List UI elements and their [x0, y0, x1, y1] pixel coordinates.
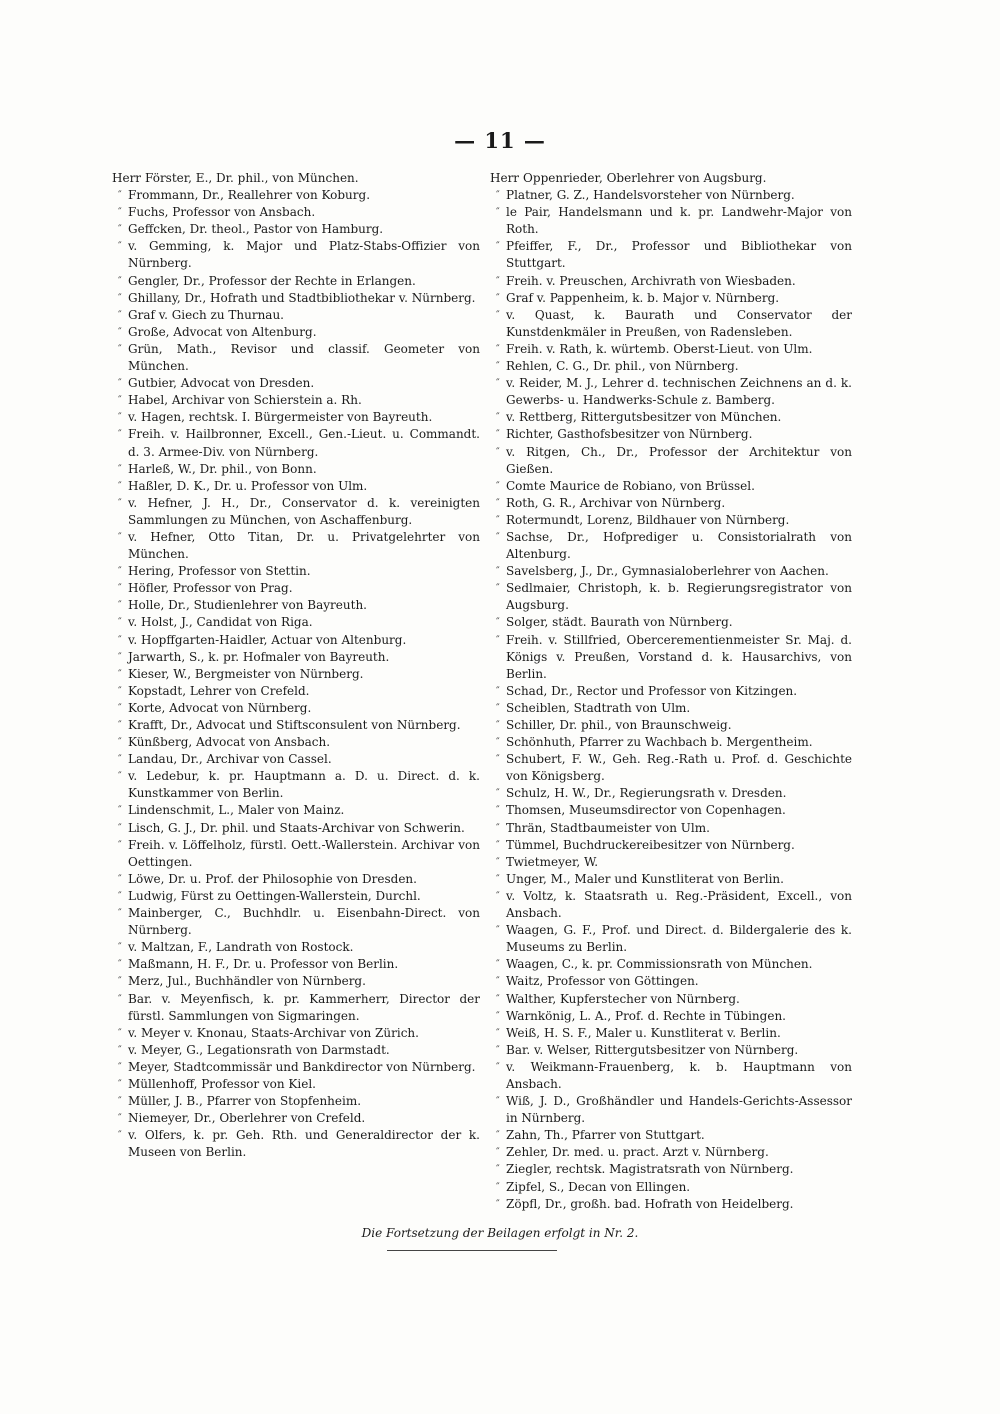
ditto-mark: ″	[118, 993, 122, 1005]
member-entry	[490, 307, 852, 341]
member-text: Ghillany, Dr., Hofrath und Stadtbibliothekar v. Nürnberg.	[128, 290, 476, 305]
ditto-mark: ″	[118, 190, 122, 202]
ditto-mark: ″	[118, 480, 122, 492]
member-text: Zöpfl, Dr., großh. bad. Hofrath von Heidelberg.	[506, 1196, 794, 1211]
member-entry	[490, 837, 852, 854]
ditto-mark: ″	[118, 1096, 122, 1108]
ditto-mark: ″	[118, 754, 122, 766]
member-entry	[112, 495, 480, 529]
ditto-mark: ″	[496, 1130, 500, 1142]
member-entry	[490, 1144, 852, 1161]
member-text: Landau, Dr., Archivar von Cassel.	[128, 752, 332, 767]
member-entry	[112, 956, 480, 973]
member-entry	[112, 478, 480, 495]
member-text: v. Gemming, k. Major und Platz-Stabs-Offizier von Nürnberg.	[128, 239, 480, 271]
member-text: Freih. v. Hailbronner, Excell., Gen.-Lieut. u. Commandt. d. 3. Armee-Div. von Nürnberg.	[128, 427, 480, 459]
ditto-mark: ″	[118, 720, 122, 731]
footer-rule	[387, 1250, 557, 1251]
member-entry	[112, 717, 480, 734]
ditto-mark: ″	[118, 771, 122, 783]
ditto-mark: ″	[118, 343, 122, 355]
member-entry	[112, 939, 480, 956]
ditto-mark: ″	[496, 976, 500, 988]
ditto-mark: ″	[118, 805, 122, 817]
member-entry	[112, 700, 480, 717]
member-entry	[112, 221, 480, 238]
member-entry	[112, 802, 480, 819]
member-text: Waagen, C., k. pr. Commissionsrath von München.	[506, 957, 813, 972]
member-text: Schad, Dr., Rector und Professor von Kitzingen.	[506, 683, 798, 698]
ditto-mark: ″	[496, 292, 500, 304]
member-text: Comte Maurice de Robiano, von Brüssel.	[506, 478, 755, 493]
ditto-mark: ″	[496, 959, 500, 971]
ditto-mark: ″	[496, 583, 500, 595]
ditto-mark: ″	[118, 292, 122, 304]
member-entry	[490, 991, 852, 1008]
member-text: Schönhuth, Pfarrer zu Wachbach b. Mergentheim.	[506, 735, 813, 750]
ditto-mark: ″	[496, 856, 500, 868]
ditto-mark: ″	[118, 326, 122, 338]
ditto-mark: ″	[118, 378, 122, 390]
member-entry	[490, 854, 852, 871]
member-entry	[112, 238, 480, 272]
ditto-mark: ″	[496, 412, 500, 424]
member-entry	[112, 973, 480, 990]
member-text: Thrän, Stadtbaumeister von Ulm.	[506, 820, 710, 835]
member-text: Roth, G. R., Archivar von Nürnberg.	[506, 495, 726, 510]
member-entry	[490, 1042, 852, 1059]
member-text: Lisch, G. J., Dr. phil. und Staats-Archivar von Schwerin.	[128, 820, 465, 835]
continuation-note: Die Fortsetzung der Beilagen erfolgt in Nr. 2.	[361, 1226, 639, 1240]
member-entry	[112, 632, 480, 649]
member-entry	[112, 290, 480, 307]
member-entry	[490, 614, 852, 631]
member-text: Ziegler, rechtsk. Magistratsrath von Nürnberg.	[506, 1162, 794, 1177]
member-text: Wiß, J. D., Großhändler und Handels-Gerichts-Assessor in Nürnberg.	[506, 1094, 852, 1126]
ditto-mark: ″	[118, 275, 122, 287]
member-entry	[112, 187, 480, 204]
member-entry	[490, 204, 852, 238]
member-entry	[112, 204, 480, 221]
ditto-mark: ″	[118, 207, 122, 219]
member-entry	[490, 1025, 852, 1042]
member-text: Pfeiffer, F., Dr., Professor und Bibliothekar von Stuttgart.	[506, 239, 852, 271]
member-entry	[112, 683, 480, 700]
ditto-mark: ″	[118, 1044, 122, 1056]
member-entry	[490, 1059, 852, 1093]
ditto-mark: ″	[118, 309, 122, 321]
ditto-mark: ″	[496, 617, 500, 629]
ditto-mark: ″	[118, 412, 122, 424]
member-text: Künßberg, Advocat von Ansbach.	[128, 735, 331, 750]
member-text: v. Ritgen, Ch., Dr., Professor der Architektur von Gießen.	[506, 444, 852, 476]
member-entry	[490, 1127, 852, 1144]
member-entry	[490, 375, 852, 409]
member-text: Grün, Math., Revisor und classif. Geometer von München.	[128, 341, 480, 374]
herr-label: Herr	[112, 171, 142, 185]
member-text: Geffcken, Dr. theol., Pastor von Hamburg.	[128, 222, 384, 237]
member-text: Maßmann, H. F., Dr. u. Professor von Berlin.	[128, 957, 399, 972]
ditto-mark: ″	[118, 959, 122, 971]
ditto-mark: ″	[118, 566, 122, 578]
member-entry	[490, 956, 852, 973]
member-entry	[112, 461, 480, 478]
ditto-mark: ″	[496, 685, 500, 697]
member-text: Holle, Dr., Studienlehrer von Bayreuth.	[128, 598, 367, 613]
member-text: Meyer, Stadtcommissär und Bankdirector von Nürnberg.	[128, 1059, 476, 1074]
member-entry	[490, 170, 852, 187]
member-text: Graf v. Pappenheim, k. b. Major v. Nürnberg.	[506, 290, 780, 305]
ditto-mark: ″	[118, 737, 122, 749]
ditto-mark: ″	[118, 942, 122, 954]
member-entry	[112, 905, 480, 939]
ditto-mark: ″	[496, 241, 500, 253]
ditto-mark: ″	[496, 1096, 500, 1108]
member-entry	[490, 478, 852, 495]
ditto-mark: ″	[118, 463, 122, 475]
ditto-mark: ″	[496, 873, 500, 885]
member-text: Ludwig, Fürst zu Oettingen-Wallerstein, Durchl.	[128, 888, 421, 903]
ditto-mark: ″	[496, 634, 500, 646]
ditto-mark: ″	[496, 275, 500, 287]
member-text: Thomsen, Museumsdirector von Copenhagen.	[506, 803, 786, 818]
ditto-mark: ″	[496, 1010, 500, 1022]
member-text: Gengler, Dr., Professor der Rechte in Erlangen.	[128, 273, 416, 288]
ditto-mark: ″	[118, 634, 122, 646]
member-text: v. Hopffgarten-Haidler, Actuar von Altenburg.	[128, 632, 407, 647]
ditto-mark: ″	[496, 566, 500, 578]
member-text: v. Reider, M. J., Lehrer d. technischen Zeichnens an d. k. Gewerbs- u. Handwerks-Schule z. Bamberg.	[506, 376, 852, 408]
herr-label: Herr	[490, 171, 520, 185]
member-text: Savelsberg, J., Dr., Gymnasialoberlehrer von Aachen.	[506, 564, 829, 579]
member-text: Weiß, H. S. F., Maler u. Kunstliterat v. Berlin.	[506, 1025, 781, 1040]
ditto-mark: ″	[496, 531, 500, 543]
member-text: Löwe, Dr. u. Prof. der Philosophie von Dresden.	[128, 871, 417, 886]
member-text: Kieser, W., Bergmeister von Nürnberg.	[128, 666, 364, 681]
member-entry	[490, 1093, 852, 1127]
ditto-mark: ″	[496, 190, 500, 202]
member-text: Korte, Advocat von Nürnberg.	[128, 700, 312, 715]
member-text: Müller, J. B., Pfarrer von Stopfenheim.	[128, 1094, 362, 1109]
ditto-mark: ″	[118, 873, 122, 885]
ditto-mark: ″	[118, 908, 122, 920]
member-entry	[490, 187, 852, 204]
member-text: Freih. v. Rath, k. würtemb. Oberst-Lieut. von Ulm.	[506, 341, 813, 356]
member-entry	[112, 426, 480, 460]
ditto-mark: ″	[118, 1113, 122, 1125]
ditto-mark: ″	[118, 1130, 122, 1142]
member-text: Förster, E., Dr. phil., von München.	[145, 171, 359, 185]
ditto-mark: ″	[496, 737, 500, 749]
member-list-right	[490, 170, 852, 1213]
ditto-mark: ″	[496, 1164, 500, 1176]
member-entry	[112, 1042, 480, 1059]
member-text: Graf v. Giech zu Thurnau.	[128, 307, 284, 322]
member-entry	[490, 290, 852, 307]
member-text: Freih. v. Preuschen, Archivrath von Wiesbaden.	[506, 273, 796, 288]
member-entry	[112, 871, 480, 888]
ditto-mark: ″	[496, 839, 500, 851]
ditto-mark: ″	[118, 395, 122, 407]
member-text: Solger, städt. Baurath von Nürnberg.	[506, 615, 733, 630]
member-text: Merz, Jul., Buchhändler von Nürnberg.	[128, 974, 366, 989]
member-text: Fuchs, Professor von Ansbach.	[128, 205, 316, 220]
member-entry	[490, 751, 852, 785]
member-entry	[112, 768, 480, 802]
ditto-mark: ″	[118, 702, 122, 714]
member-entry	[490, 632, 852, 683]
ditto-mark: ″	[496, 207, 500, 219]
ditto-mark: ″	[118, 583, 122, 595]
member-entry	[112, 392, 480, 409]
member-text: Oppenrieder, Oberlehrer von Augsburg.	[523, 171, 767, 185]
member-entry	[112, 666, 480, 683]
member-text: v. Meyer, G., Legationsrath von Darmstadt.	[128, 1042, 390, 1057]
member-list-left	[112, 170, 480, 1161]
member-entry	[112, 341, 480, 375]
member-entry	[490, 717, 852, 734]
member-text: Tümmel, Buchdruckereibesitzer von Nürnberg.	[506, 837, 795, 852]
member-entry	[490, 683, 852, 700]
member-text: Harleß, W., Dr. phil., von Bonn.	[128, 461, 317, 476]
member-entry	[490, 700, 852, 717]
ditto-mark: ″	[496, 1044, 500, 1056]
member-entry	[490, 973, 852, 990]
member-text: Richter, Gasthofsbesitzer von Nürnberg.	[506, 427, 753, 442]
ditto-mark: ″	[118, 890, 122, 902]
ditto-mark: ″	[118, 1061, 122, 1073]
member-text: v. Weikmann-Frauenberg, k. b. Hauptmann von Ansbach.	[506, 1059, 852, 1091]
member-entry	[112, 1093, 480, 1110]
ditto-mark: ″	[118, 685, 122, 697]
member-text: Frommann, Dr., Reallehrer von Koburg.	[128, 188, 371, 203]
member-text: Gutbier, Advocat von Dresden.	[128, 376, 315, 391]
ditto-mark: ″	[118, 668, 122, 680]
member-text: Zipfel, S., Decan von Ellingen.	[506, 1179, 691, 1194]
ditto-mark: ″	[496, 1027, 500, 1039]
ditto-mark: ″	[496, 993, 500, 1005]
member-entry	[112, 529, 480, 563]
ditto-mark: ″	[118, 224, 122, 236]
ditto-mark: ″	[496, 1181, 500, 1193]
ditto-mark: ″	[496, 720, 500, 731]
ditto-mark: ″	[118, 531, 122, 543]
ditto-mark: ″	[496, 754, 500, 766]
member-text: Freih. v. Löffelholz, fürstl. Oett.-Wallerstein. Archivar von Oettingen.	[128, 837, 480, 869]
member-text: Zehler, Dr. med. u. pract. Arzt v. Nürnberg.	[506, 1145, 769, 1160]
member-entry	[490, 495, 852, 512]
member-text: v. Olfers, k. pr. Geh. Rth. und Generaldirector der k. Museen von Berlin.	[128, 1128, 480, 1160]
ditto-mark: ″	[118, 1078, 122, 1090]
member-entry	[112, 597, 480, 614]
ditto-mark: ″	[118, 497, 122, 509]
member-text: Unger, M., Maler und Kunstliterat von Berlin.	[506, 871, 784, 886]
ditto-mark: ″	[496, 343, 500, 355]
member-text: Waagen, G. F., Prof. und Direct. d. Bildergalerie des k. Museums zu Berlin.	[506, 923, 852, 955]
member-entry	[490, 358, 852, 375]
member-entry	[112, 649, 480, 666]
ditto-mark: ″	[496, 1061, 500, 1073]
ditto-mark: ″	[496, 788, 500, 800]
member-text: v. Ledebur, k. pr. Hauptmann a. D. u. Direct. d. k. Kunstkammer von Berlin.	[128, 769, 480, 801]
ditto-mark: ″	[118, 241, 122, 253]
member-entry	[490, 734, 852, 751]
member-text: Niemeyer, Dr., Oberlehrer von Crefeld.	[128, 1111, 366, 1126]
ditto-mark: ″	[496, 702, 500, 714]
ditto-mark: ″	[496, 890, 500, 902]
member-entry	[112, 888, 480, 905]
member-text: v. Voltz, k. Staatsrath u. Reg.-Präsident, Excell., von Ansbach.	[506, 888, 852, 921]
member-text: Schubert, F. W., Geh. Reg.-Rath u. Prof. d. Geschichte von Königsberg.	[506, 752, 852, 784]
member-entry	[112, 1127, 480, 1161]
member-text: Bar. v. Meyenfisch, k. pr. Kammerherr, Director der fürstl. Sammlungen von Sigmaringen.	[128, 991, 480, 1023]
member-text: Walther, Kupferstecher von Nürnberg.	[506, 991, 740, 1006]
ditto-mark: ″	[496, 805, 500, 817]
member-text: v. Rettberg, Rittergutsbesitzer von München.	[506, 410, 782, 425]
ditto-mark: ″	[118, 600, 122, 612]
member-entry	[490, 238, 852, 272]
member-entry	[490, 563, 852, 580]
member-text: Habel, Archivar von Schierstein a. Rh.	[128, 393, 362, 408]
member-entry	[490, 1161, 852, 1178]
member-text: Schulz, H. W., Dr., Regierungsrath v. Dresden.	[506, 786, 787, 801]
ditto-mark: ″	[118, 822, 122, 834]
member-entry	[490, 1196, 852, 1213]
member-entry	[112, 580, 480, 597]
ditto-mark: ″	[118, 1027, 122, 1039]
member-text: Freih. v. Stillfried, Obercerementienmeister Sr. Maj. d. Königs v. Preußen, Vorstand d. k. Hausarchivs, von Berlin.	[506, 632, 852, 681]
member-entry	[490, 444, 852, 478]
ditto-mark: ″	[496, 480, 500, 492]
member-entry	[490, 580, 852, 614]
member-entry	[112, 273, 480, 290]
member-entry	[112, 170, 480, 187]
member-text: v. Hefner, J. H., Dr., Conservator d. k. vereinigten Sammlungen zu München, von Aschaffenburg.	[128, 495, 480, 527]
member-entry	[490, 512, 852, 529]
member-entry	[490, 888, 852, 922]
member-entry	[490, 426, 852, 443]
member-text: v. Hefner, Otto Titan, Dr. u. Privatgelehrter von München.	[128, 529, 480, 562]
member-entry	[112, 1059, 480, 1076]
member-entry	[112, 563, 480, 580]
ditto-mark: ″	[496, 1198, 500, 1210]
member-entry	[112, 1025, 480, 1042]
ditto-mark: ″	[496, 925, 500, 937]
ditto-mark: ″	[118, 839, 122, 851]
member-entry	[112, 820, 480, 837]
ditto-mark: ″	[118, 976, 122, 988]
page-number: — 11 —	[454, 128, 546, 153]
member-text: v. Meyer v. Knonau, Staats-Archivar von Zürich.	[128, 1025, 419, 1040]
member-entry	[112, 307, 480, 324]
ditto-mark: ″	[118, 617, 122, 629]
member-text: le Pair, Handelsmann und k. pr. Landwehr-Major von Roth.	[506, 205, 852, 237]
member-text: Hering, Professor von Stettin.	[128, 564, 311, 579]
ditto-mark: ″	[496, 361, 500, 373]
member-text: Twietmeyer, W.	[506, 854, 599, 869]
member-entry	[490, 1179, 852, 1196]
member-entry	[490, 529, 852, 563]
member-entry	[490, 785, 852, 802]
member-text: v. Hagen, rechtsk. I. Bürgermeister von Bayreuth.	[128, 410, 433, 425]
member-entry	[490, 802, 852, 819]
ditto-mark: ″	[496, 514, 500, 526]
member-entry	[112, 1076, 480, 1093]
member-text: v. Quast, k. Baurath und Conservator der Kunstdenkmäler in Preußen, von Radensleben.	[506, 307, 852, 339]
member-entry	[112, 734, 480, 751]
ditto-mark: ″	[118, 651, 122, 663]
member-entry	[490, 273, 852, 290]
member-text: Mainberger, C., Buchhdlr. u. Eisenbahn-Direct. von Nürnberg.	[128, 906, 480, 938]
member-entry	[112, 324, 480, 341]
member-entry	[490, 409, 852, 426]
ditto-mark: ″	[496, 497, 500, 509]
member-text: Lindenschmit, L., Maler von Mainz.	[128, 803, 345, 818]
ditto-mark: ″	[118, 429, 122, 441]
member-entry	[490, 341, 852, 358]
member-text: Kopstadt, Lehrer von Crefeld.	[128, 683, 310, 698]
member-text: Sachse, Dr., Hofprediger u. Consistorialrath von Altenburg.	[506, 529, 852, 562]
member-text: Platner, G. Z., Handelsvorsteher von Nürnberg.	[506, 188, 795, 203]
member-entry	[490, 871, 852, 888]
member-text: Bar. v. Welser, Rittergutsbesitzer von Nürnberg.	[506, 1042, 799, 1057]
member-text: Krafft, Dr., Advocat und Stiftsconsulent von Nürnberg.	[128, 718, 461, 732]
member-entry	[112, 1110, 480, 1127]
member-text: Waitz, Professor von Göttingen.	[506, 974, 699, 989]
member-text: Scheiblen, Stadtrath von Ulm.	[506, 700, 691, 715]
member-entry	[112, 751, 480, 768]
member-text: v. Maltzan, F., Landrath von Rostock.	[128, 940, 354, 955]
member-text: Sedlmaier, Christoph, k. b. Regierungsregistrator von Augsburg.	[506, 581, 852, 613]
member-text: v. Holst, J., Candidat von Riga.	[128, 615, 313, 630]
member-text: Schiller, Dr. phil., von Braunschweig.	[506, 718, 732, 732]
member-entry	[112, 991, 480, 1025]
member-entry	[490, 922, 852, 956]
member-entry	[112, 614, 480, 631]
ditto-mark: ″	[496, 1147, 500, 1159]
member-entry	[112, 837, 480, 871]
ditto-mark: ″	[496, 822, 500, 834]
member-text: Rehlen, C. G., Dr. phil., von Nürnberg.	[506, 359, 739, 374]
member-entry	[490, 820, 852, 837]
member-text: Müllenhoff, Professor von Kiel.	[128, 1076, 316, 1091]
member-text: Jarwarth, S., k. pr. Hofmaler von Bayreuth.	[128, 649, 390, 664]
member-text: Große, Advocat von Altenburg.	[128, 324, 317, 339]
ditto-mark: ″	[496, 378, 500, 390]
member-text: Höfler, Professor von Prag.	[128, 581, 293, 596]
ditto-mark: ″	[496, 429, 500, 441]
ditto-mark: ″	[496, 446, 500, 458]
member-text: Warnkönig, L. A., Prof. d. Rechte in Tübingen.	[506, 1008, 786, 1023]
ditto-mark: ″	[496, 309, 500, 321]
member-entry	[112, 409, 480, 426]
member-text: Haßler, D. K., Dr. u. Professor von Ulm.	[128, 478, 368, 493]
member-entry	[112, 375, 480, 392]
member-text: Rotermundt, Lorenz, Bildhauer von Nürnberg.	[506, 512, 790, 527]
member-text: Zahn, Th., Pfarrer von Stuttgart.	[506, 1128, 705, 1143]
member-entry	[490, 1008, 852, 1025]
